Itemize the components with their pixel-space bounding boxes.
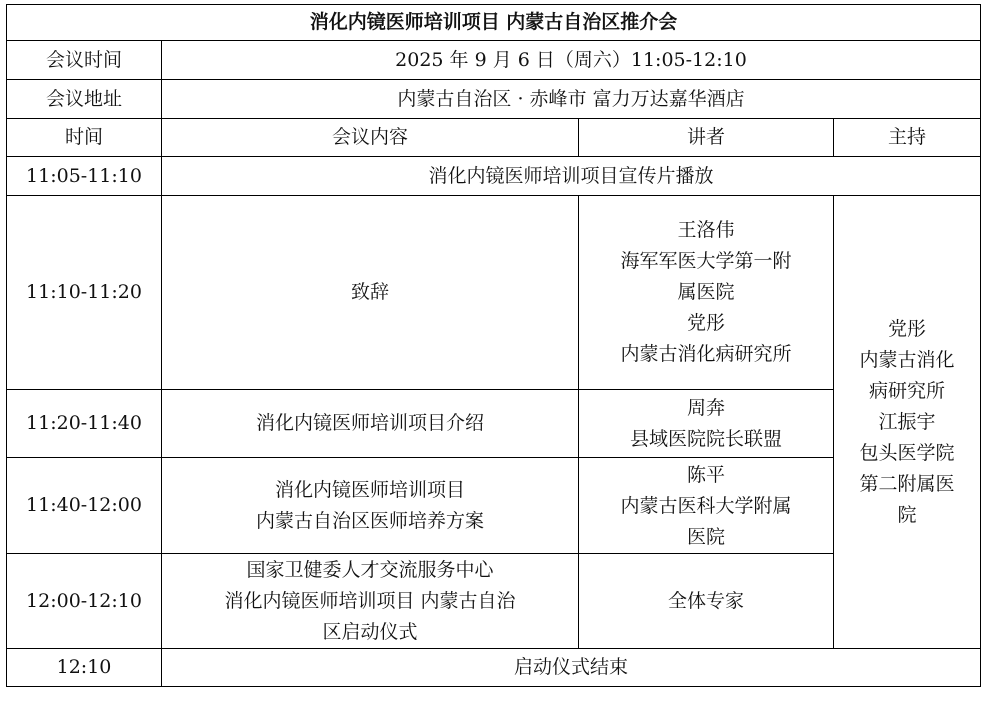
row-content: 消化内镜医师培训项目 内蒙古自治区医师培养方案 [162,458,579,554]
row-time: 11:40-12:00 [7,458,162,554]
row-time: 11:05-11:10 [7,157,162,196]
header-row [7,119,981,157]
header-time: 时间 [7,119,162,157]
row-time: 11:20-11:40 [7,390,162,458]
row-time: 12:00-12:10 [7,554,162,649]
schedule-row [7,196,981,390]
schedule-row [7,157,981,196]
row-content: 消化内镜医师培训项目宣传片播放 [162,157,981,196]
meeting-time-row [7,41,981,80]
row-speaker: 王洛伟 海军军医大学第一附 属医院 党彤 内蒙古消化病研究所 [579,196,834,390]
row-speaker: 周奔 县域医院院长联盟 [579,390,834,458]
row-content: 启动仪式结束 [162,649,981,687]
meeting-place-value: 内蒙古自治区 · 赤峰市 富力万达嘉华酒店 [162,80,981,119]
title-row [7,5,981,41]
meeting-time-value: 2025 年 9 月 6 日（周六）11:05-12:10 [162,41,981,80]
host-cell: 党彤 内蒙古消化 病研究所 江振宇 包头医学院 第二附属医 院 [834,196,981,649]
row-content: 国家卫健委人才交流服务中心 消化内镜医师培训项目 内蒙古自治 区启动仪式 [162,554,579,649]
meeting-place-row [7,80,981,119]
header-host: 主持 [834,119,981,157]
header-speaker: 讲者 [579,119,834,157]
agenda-title: 消化内镜医师培训项目 内蒙古自治区推介会 [7,5,981,41]
row-content: 消化内镜医师培训项目介绍 [162,390,579,458]
agenda-table [6,4,981,687]
header-content: 会议内容 [162,119,579,157]
row-time: 11:10-11:20 [7,196,162,390]
row-time: 12:10 [7,649,162,687]
meeting-place-label: 会议地址 [7,80,162,119]
row-content: 致辞 [162,196,579,390]
schedule-row [7,649,981,687]
row-speaker: 陈平 内蒙古医科大学附属 医院 [579,458,834,554]
meeting-time-label: 会议时间 [7,41,162,80]
row-speaker: 全体专家 [579,554,834,649]
